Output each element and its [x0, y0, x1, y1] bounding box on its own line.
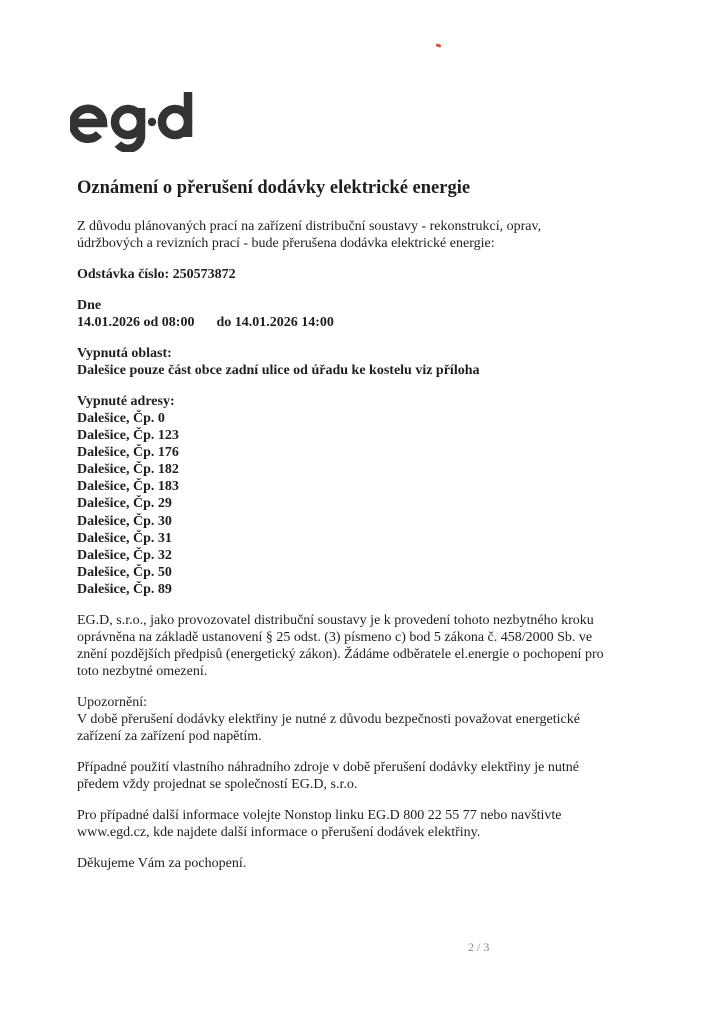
info-paragraph [77, 807, 657, 841]
area-value: Dalešice pouze část obce zadní ulice od úřadu ke kostelu viz příloha [77, 363, 480, 378]
address-item: Dalešice, Čp. 89 [77, 581, 172, 597]
outage-number: Odstávka číslo: 250573872 [77, 267, 236, 282]
address-list [77, 410, 657, 598]
address-item: Dalešice, Čp. 50 [77, 564, 172, 580]
info-line: www.egd.cz, kde najdete další informace o přerušení dodávek elektřiny. [77, 825, 481, 841]
intro-line: Z důvodu plánovaných prací na zařízení distribuční soustavy - rekonstrukcí, oprav, [77, 219, 542, 234]
address-item: Dalešice, Čp. 123 [77, 428, 179, 444]
page-number: 2 / 3 [468, 940, 490, 954]
date-block [77, 297, 657, 331]
address-item: Dalešice, Čp. 32 [77, 547, 172, 563]
intro-text [77, 218, 657, 252]
legal-line: oprávněna na základě ustanovení § 25 odst. (3) písmeno c) bod 5 zákona č. 458/2000 Sb. ve [77, 630, 593, 646]
address-item: Dalešice, Čp. 182 [77, 462, 179, 478]
address-item: Dalešice, Čp. 176 [77, 445, 179, 461]
page-title: Oznámení o přerušení dodávky elektrické energie [77, 178, 471, 198]
intro-line: údržbových a revizních prací - bude přerušena dodávka elektrické energie: [77, 236, 495, 251]
warning-paragraph [77, 694, 657, 745]
legal-line: znění pozdějších předpisů (energetický zákon). Žádáme odběratele el.energie o pochopení pro [77, 647, 604, 663]
address-item: Dalešice, Čp. 183 [77, 479, 179, 495]
egd-logo-graphic [70, 92, 200, 152]
legal-line: EG.D, s.r.o., jako provozovatel distribuční soustavy je k provedení tohoto nezbytného kroku [77, 613, 594, 629]
address-item: Dalešice, Čp. 30 [77, 513, 172, 529]
legal-paragraph [77, 612, 657, 680]
warning-line: zařízení za zařízení pod napětím. [77, 729, 262, 745]
addresses-block [77, 393, 657, 598]
warning-line: V době přerušení dodávky elektřiny je nutné z důvodu bezpečnosti považovat energetické [77, 712, 580, 728]
egd-logo [70, 92, 200, 152]
address-item: Dalešice, Čp. 29 [77, 496, 172, 512]
area-block [77, 345, 657, 379]
address-item: Dalešice, Čp. 31 [77, 530, 172, 546]
generator-line: předem vždy projednat se společností EG.D, s.r.o. [77, 777, 358, 793]
area-label: Vypnutá oblast: [77, 346, 172, 361]
info-line: Pro případné další informace volejte Nonstop linku EG.D 800 22 55 77 nebo navštivte [77, 808, 562, 824]
warning-label: Upozornění: [77, 695, 147, 711]
address-item: Dalešice, Čp. 0 [77, 411, 165, 426]
addresses-label: Vypnuté adresy: [77, 394, 175, 409]
generator-line: Případné použití vlastního náhradního zdroje v době přerušení dodávky elektřiny je nutné [77, 760, 579, 776]
generator-paragraph [77, 759, 657, 793]
date-from: 14.01.2026 od 08:00 [77, 315, 195, 330]
notice-body [77, 176, 657, 886]
thanks-text: Děkujeme Vám za pochopení. [77, 856, 247, 872]
date-to: do 14.01.2026 14:00 [216, 315, 334, 330]
date-range [77, 314, 657, 331]
legal-line: toto nezbytné omezení. [77, 664, 208, 680]
scan-speck [436, 43, 442, 48]
date-label: Dne [77, 298, 102, 313]
